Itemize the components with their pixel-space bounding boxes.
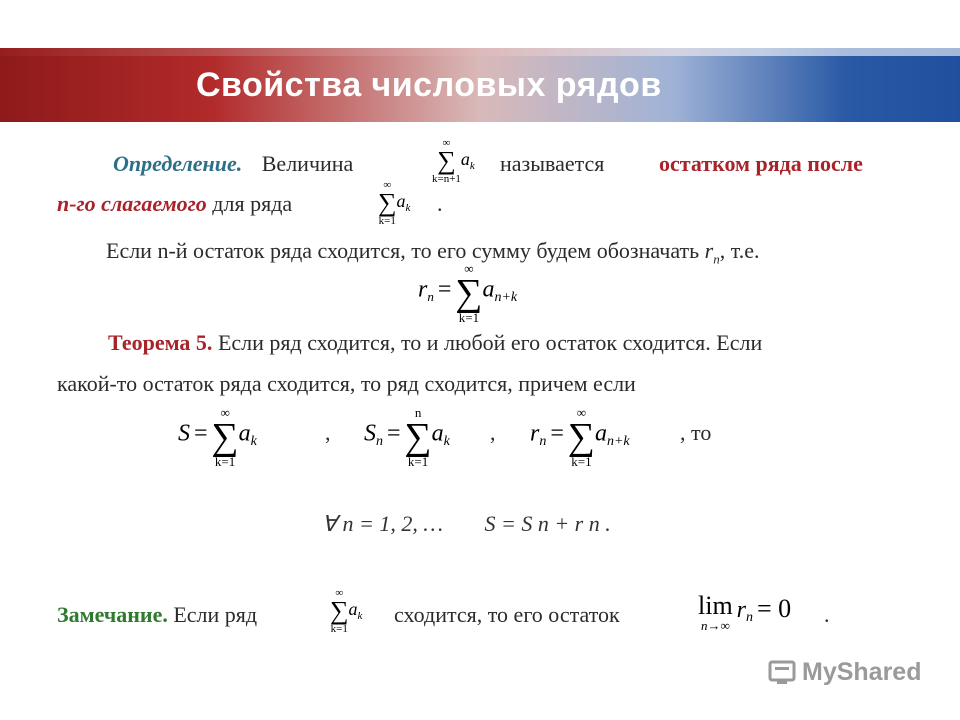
remark-text-1: Если ряд xyxy=(173,602,258,627)
theorem-line-1 xyxy=(108,330,762,356)
limit-formula: lim n→∞ $r_n = 0$ xyxy=(698,591,792,634)
forall-identity xyxy=(322,511,611,537)
definition-text-1: Величина xyxy=(261,151,354,176)
then-text: , то xyxy=(680,420,712,445)
definition-highlight-2: n-го слагаемого xyxy=(57,191,207,216)
remark-line xyxy=(57,602,257,628)
remark-end: . xyxy=(824,602,830,627)
theorem-title: Теорема 5. xyxy=(108,330,213,355)
remark-text-2: сходится, то его остаток xyxy=(394,602,620,627)
definition-highlight-1: остатком ряда после xyxy=(659,151,863,176)
definition-text-2: называется xyxy=(500,151,605,176)
forall-prefix: ∀ n = 1, 2, … xyxy=(322,511,443,536)
theorem-line-2: какой-то остаток ряда сходится, то ряд сходится, причем если xyxy=(57,371,636,396)
s-formula: S = ∞ ∑ k=1 $a_k$ xyxy=(178,405,257,470)
remainder-sum-formula: $r_n$ = ∞ ∑ k=1 $a_{n+k}$ xyxy=(418,261,518,326)
remark-sum-formula: ∞ ∑ k=1 $a_k$ xyxy=(330,587,363,635)
myshared-logo-icon xyxy=(768,658,798,686)
definition-line-2 xyxy=(57,191,292,217)
definition-term: Определение. xyxy=(113,151,243,176)
theorem-text-1: Если ряд сходится, то и любой его остаток сходится. Если xyxy=(217,330,763,355)
slide-title: Свойства числовых рядов xyxy=(196,66,662,104)
title-banner-highlight xyxy=(0,48,960,56)
rn-formula: $r_n$ = ∞ ∑ k=1 $a_{n+k}$ xyxy=(530,405,630,470)
sum-remainder-formula: ∞ ∑ k=n+1 $a_k$ xyxy=(432,137,475,185)
definition-line-1 xyxy=(113,151,353,177)
myshared-logo-text: MyShared xyxy=(802,658,922,686)
sum-series-formula: ∞ ∑ k=1 $a_k$ xyxy=(378,179,411,227)
separator-1: , xyxy=(325,420,331,445)
separator-2: , xyxy=(490,420,496,445)
sum-identity: S = S n + r n . xyxy=(484,511,611,536)
remainder-sentence: Если n-й остаток ряда сходится, то его сумму будем обозначать $r_n$, т.е. xyxy=(106,238,760,267)
definition-text-3: для ряда xyxy=(212,191,293,216)
remark-title: Замечание. xyxy=(57,602,168,627)
definition-period: . xyxy=(437,191,443,216)
sn-formula: $S_n$ = n ∑ k=1 $a_k$ xyxy=(364,405,450,470)
